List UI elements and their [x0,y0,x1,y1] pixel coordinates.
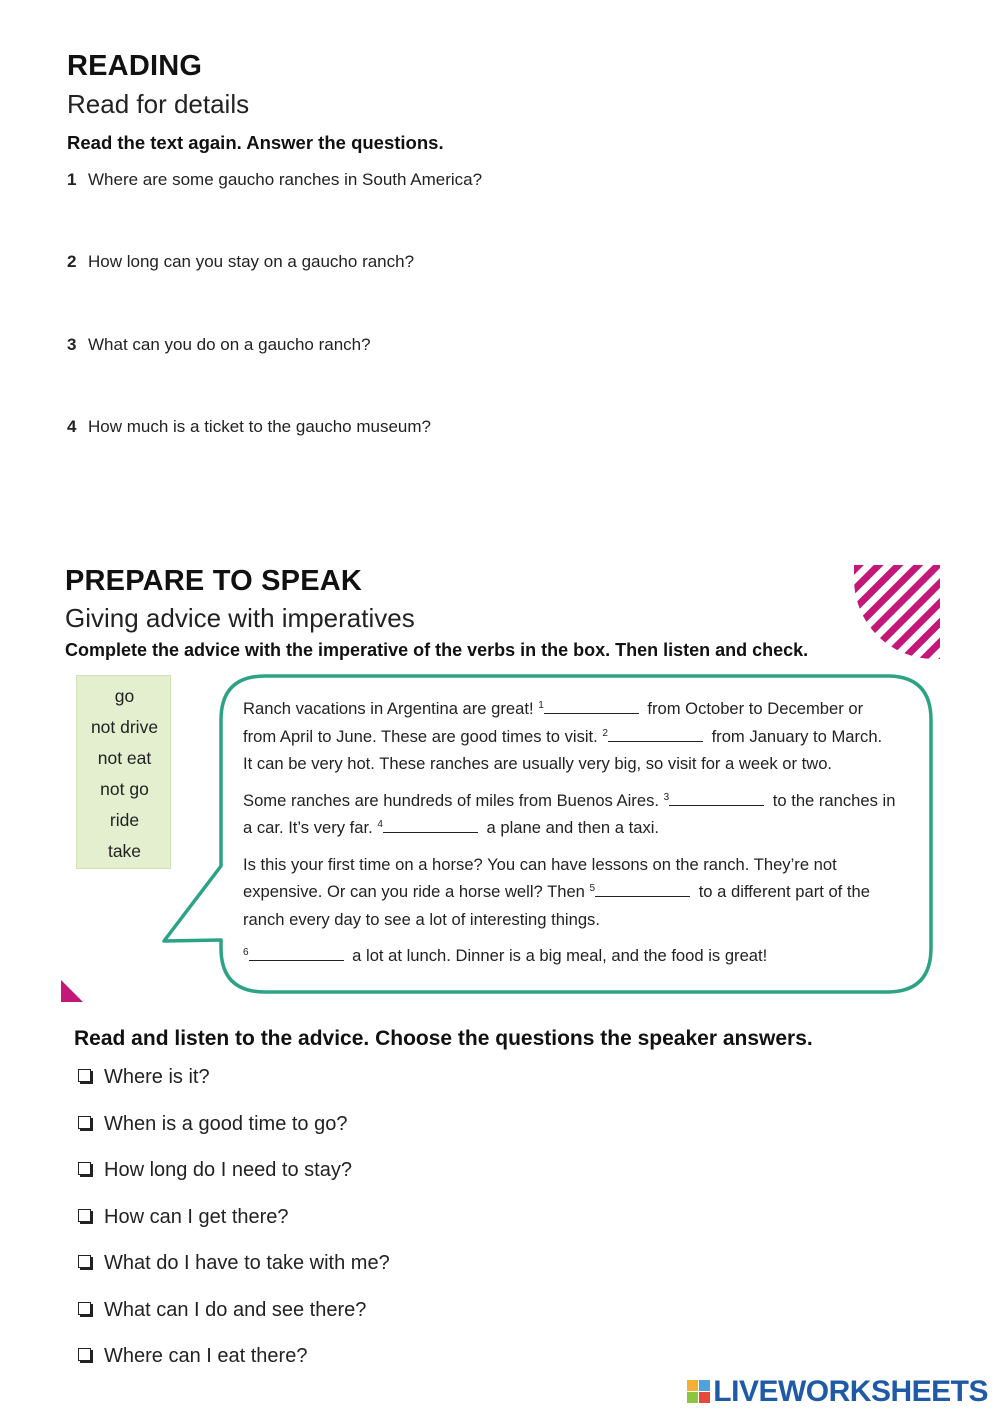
option-item[interactable] [78,1249,390,1277]
text-run: from October to December or [642,699,864,718]
text-run: expensive. Or can you ride a horse well? Then [243,882,590,901]
option-item[interactable] [78,1342,307,1370]
question-text: Where are some gaucho ranches in South America? [88,170,483,189]
verb-item: not go [100,779,149,799]
option-item[interactable] [78,1203,289,1231]
striped-corner-decoration [854,565,940,659]
question-number: 3 [67,335,77,354]
text-run: a plane and then a taxi. [481,818,660,837]
text-run: It can be very hot. These ranches are usually very big, so visit for a week or two. [243,754,833,773]
magenta-triangle-icon [60,980,84,1004]
text-run: ranch every day to see a lot of interesting things. [243,909,600,929]
question-text: What can you do on a gaucho ranch? [88,335,371,354]
reading-subheading: Read for details [67,89,250,119]
option-label: What do I have to take with me? [104,1252,390,1274]
gap-number: 3 [663,791,670,803]
question-number: 4 [67,417,77,436]
text-run: to the ranches in [768,790,896,810]
verb-item: take [107,841,142,861]
option-label: What can I do and see there? [104,1299,367,1321]
option-item[interactable] [78,1296,366,1324]
checkbox-icon[interactable] [78,1162,91,1175]
text-run: Ranch vacations in Argentina are great! [243,699,539,718]
gap-number: 4 [377,819,383,830]
checkbox-icon[interactable] [78,1209,91,1222]
reading-question-3 [67,335,371,355]
verb-item: go [114,686,135,706]
text-run: Some ranches are hundreds of miles from Buenos Aires. [243,790,664,810]
option-label: Where is it? [104,1066,210,1088]
text-run: a car. It’s very far. [243,818,378,837]
option-label: How can I get there? [104,1206,289,1228]
reading-question-4 [67,417,431,437]
text-run: to a different part of the [694,882,870,901]
gap-blank-6[interactable] [249,946,344,961]
option-label: Where can I eat there? [104,1345,308,1367]
reading-heading: READING [67,50,203,82]
reading-question-1 [67,170,482,190]
prepare-subheading: Giving advice with imperatives [65,603,415,633]
text-run: a lot at lunch. Dinner is a big meal, and the food is great! [347,946,768,965]
text-run: Is this your first time on a horse? You can have lessons on the ranch. They’re not [243,854,837,874]
checkbox-icon[interactable] [78,1348,91,1361]
checkbox-icon[interactable] [78,1302,91,1315]
prepare-heading: PREPARE TO SPEAK [65,565,363,597]
option-label: When is a good time to go? [104,1113,348,1135]
liveworksheets-logo[interactable] [687,1375,988,1409]
question-number: 2 [67,252,77,271]
checkbox-icon[interactable] [78,1255,91,1268]
reading-instruction: Read the text again. Answer the questions. [67,132,444,153]
verb-item: not eat [97,748,152,768]
verb-item: not drive [90,717,159,737]
option-item[interactable] [78,1110,347,1138]
question-text: How long can you stay on a gaucho ranch? [88,252,415,271]
checkbox-icon[interactable] [78,1069,91,1082]
gap-blank-1[interactable] [544,699,639,714]
advice-text [243,695,923,970]
option-item[interactable] [78,1063,210,1091]
question-text: How much is a ticket to the gaucho museum? [88,417,431,436]
gap-number: 1 [538,700,544,711]
gap-blank-4[interactable] [383,818,478,833]
gap-number: 2 [602,727,608,739]
question-number: 1 [67,170,77,189]
logo-tiles-icon [687,1380,711,1404]
option-label: How long do I need to stay? [104,1159,352,1181]
gap-number: 5 [589,883,596,894]
gap-blank-2[interactable] [608,727,703,742]
advice-paragraph-3 [243,851,923,934]
gap-blank-5[interactable] [595,882,690,897]
listen-instruction: Read and listen to the advice. Choose the questions the speaker answers. [74,1027,813,1050]
advice-paragraph-2 [243,787,923,842]
gap-blank-3[interactable] [669,791,764,806]
logo-text: LIVEWORKSHEETS [713,1375,988,1408]
reading-question-2 [67,252,414,272]
advice-paragraph-1 [243,695,923,778]
verb-item: ride [109,810,140,830]
prepare-instruction: Complete the advice with the imperative of the verbs in the box. Then listen and check. [65,640,809,660]
gap-number: 6 [243,947,249,958]
checkbox-icon[interactable] [78,1116,91,1129]
advice-paragraph-4 [243,942,923,970]
option-item[interactable] [78,1156,352,1184]
text-run: from January to March. [706,726,883,746]
text-run: from April to June. These are good times to visit. [243,726,603,746]
